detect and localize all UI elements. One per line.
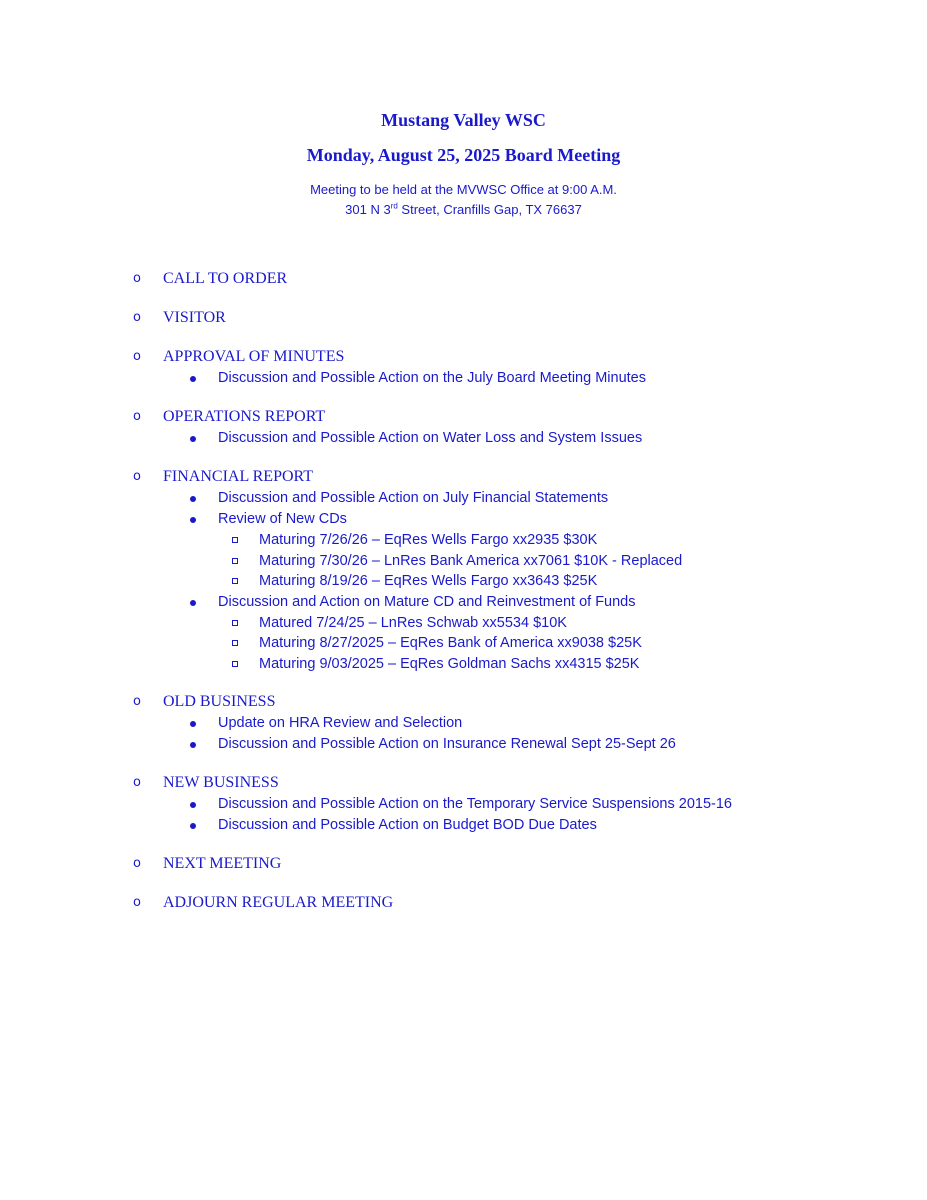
section-label: ADJOURN REGULAR MEETING [163,894,394,911]
section-call-to-order [0,268,927,290]
circle-bullet-icon: o [133,469,141,484]
circle-bullet-icon: o [133,310,141,325]
section-label: NEW BUSINESS [163,774,279,791]
sub-item-label: Maturing 9/03/2025 – EqRes Goldman Sachs xx4315 $25K [259,655,640,672]
sub-item-label: Maturing 7/26/26 – EqRes Wells Fargo xx2935 $30K [259,532,598,548]
circle-bullet-icon: o [133,271,141,286]
item-label: Discussion and Possible Action on July Financial Statements [218,490,609,506]
sub-item-label: Matured 7/24/25 – LnRes Schwab xx5534 $10K [259,614,567,631]
sub-list-item [0,654,927,675]
sub-item-label: Maturing 7/30/26 – LnRes Bank America xx7061 $10K - Replaced [259,552,683,569]
section-next-meeting [0,853,927,875]
address-pre: 301 N 3 [345,202,391,217]
section-operations-report [0,406,927,449]
list-item [0,368,927,389]
section-label: APPROVAL OF MINUTES [163,348,345,365]
circle-bullet-icon: o [133,775,141,790]
section-adjourn [0,892,927,914]
section-label: OPERATIONS REPORT [163,408,326,425]
sub-list-item [0,551,927,572]
address-post: Street, Cranfills Gap, TX 76637 [397,202,582,217]
meeting-title: Monday, August 25, 2025 Board Meeting [306,145,621,165]
section-visitor [0,307,927,329]
sub-list-item [0,571,927,592]
bullet-dot-icon [190,436,196,442]
square-bullet-icon [232,640,238,646]
bullet-dot-icon [190,496,196,502]
list-item [0,794,927,815]
list-item [0,734,927,755]
section-new-business [0,772,927,836]
section-old-business [0,691,927,755]
org-title: Mustang Valley WSC [381,110,546,130]
list-item [0,592,927,613]
list-item [0,713,927,734]
square-bullet-icon [232,578,238,584]
list-item [0,428,927,449]
list-item [0,509,927,530]
square-bullet-icon [232,558,238,564]
bullet-dot-icon [190,802,196,808]
item-label: Discussion and Possible Action on Water Loss and System Issues [218,430,643,446]
sub-list-item [0,530,927,551]
section-label: FINANCIAL REPORT [163,468,314,485]
sub-item-label: Maturing 8/19/26 – EqRes Wells Fargo xx3643 $25K [259,573,598,589]
item-label: Discussion and Possible Action on Budget BOD Due Dates [218,817,597,833]
circle-bullet-icon: o [133,856,141,871]
item-label: Discussion and Possible Action on the Temporary Service Suspensions 2015-16 [218,796,732,812]
square-bullet-icon [232,661,238,667]
section-label: NEXT MEETING [163,855,282,872]
section-label: VISITOR [163,309,226,326]
sub-list-item [0,613,927,634]
sub-list-item [0,633,927,654]
bullet-dot-icon [190,742,196,748]
item-label: Discussion and Possible Action on Insurance Renewal Sept 25-Sept 26 [218,736,676,752]
item-label: Update on HRA Review and Selection [218,715,463,731]
section-approval-of-minutes [0,346,927,389]
square-bullet-icon [232,537,238,543]
agenda-list [0,268,927,931]
address-sup: rd [390,201,398,211]
item-label: Discussion and Possible Action on the July Board Meeting Minutes [218,370,646,386]
circle-bullet-icon: o [133,895,141,910]
section-label: CALL TO ORDER [163,270,288,287]
item-label: Review of New CDs [218,511,347,527]
bullet-dot-icon [190,721,196,727]
meeting-info [0,180,927,220]
list-item [0,815,927,836]
bullet-dot-icon [190,376,196,382]
circle-bullet-icon: o [133,694,141,709]
section-financial-report [0,466,927,674]
square-bullet-icon [232,620,238,626]
bullet-dot-icon [190,600,196,606]
bullet-dot-icon [190,823,196,829]
section-label: OLD BUSINESS [163,693,276,710]
circle-bullet-icon: o [133,349,141,364]
list-item [0,488,927,509]
circle-bullet-icon: o [133,409,141,424]
address-line [0,200,927,220]
bullet-dot-icon [190,517,196,523]
location-line: Meeting to be held at the MVWSC Office at 9:00 A.M. [310,182,617,197]
item-label: Discussion and Action on Mature CD and Reinvestment of Funds [218,593,636,610]
sub-item-label: Maturing 8/27/2025 – EqRes Bank of America xx9038 $25K [259,635,642,651]
